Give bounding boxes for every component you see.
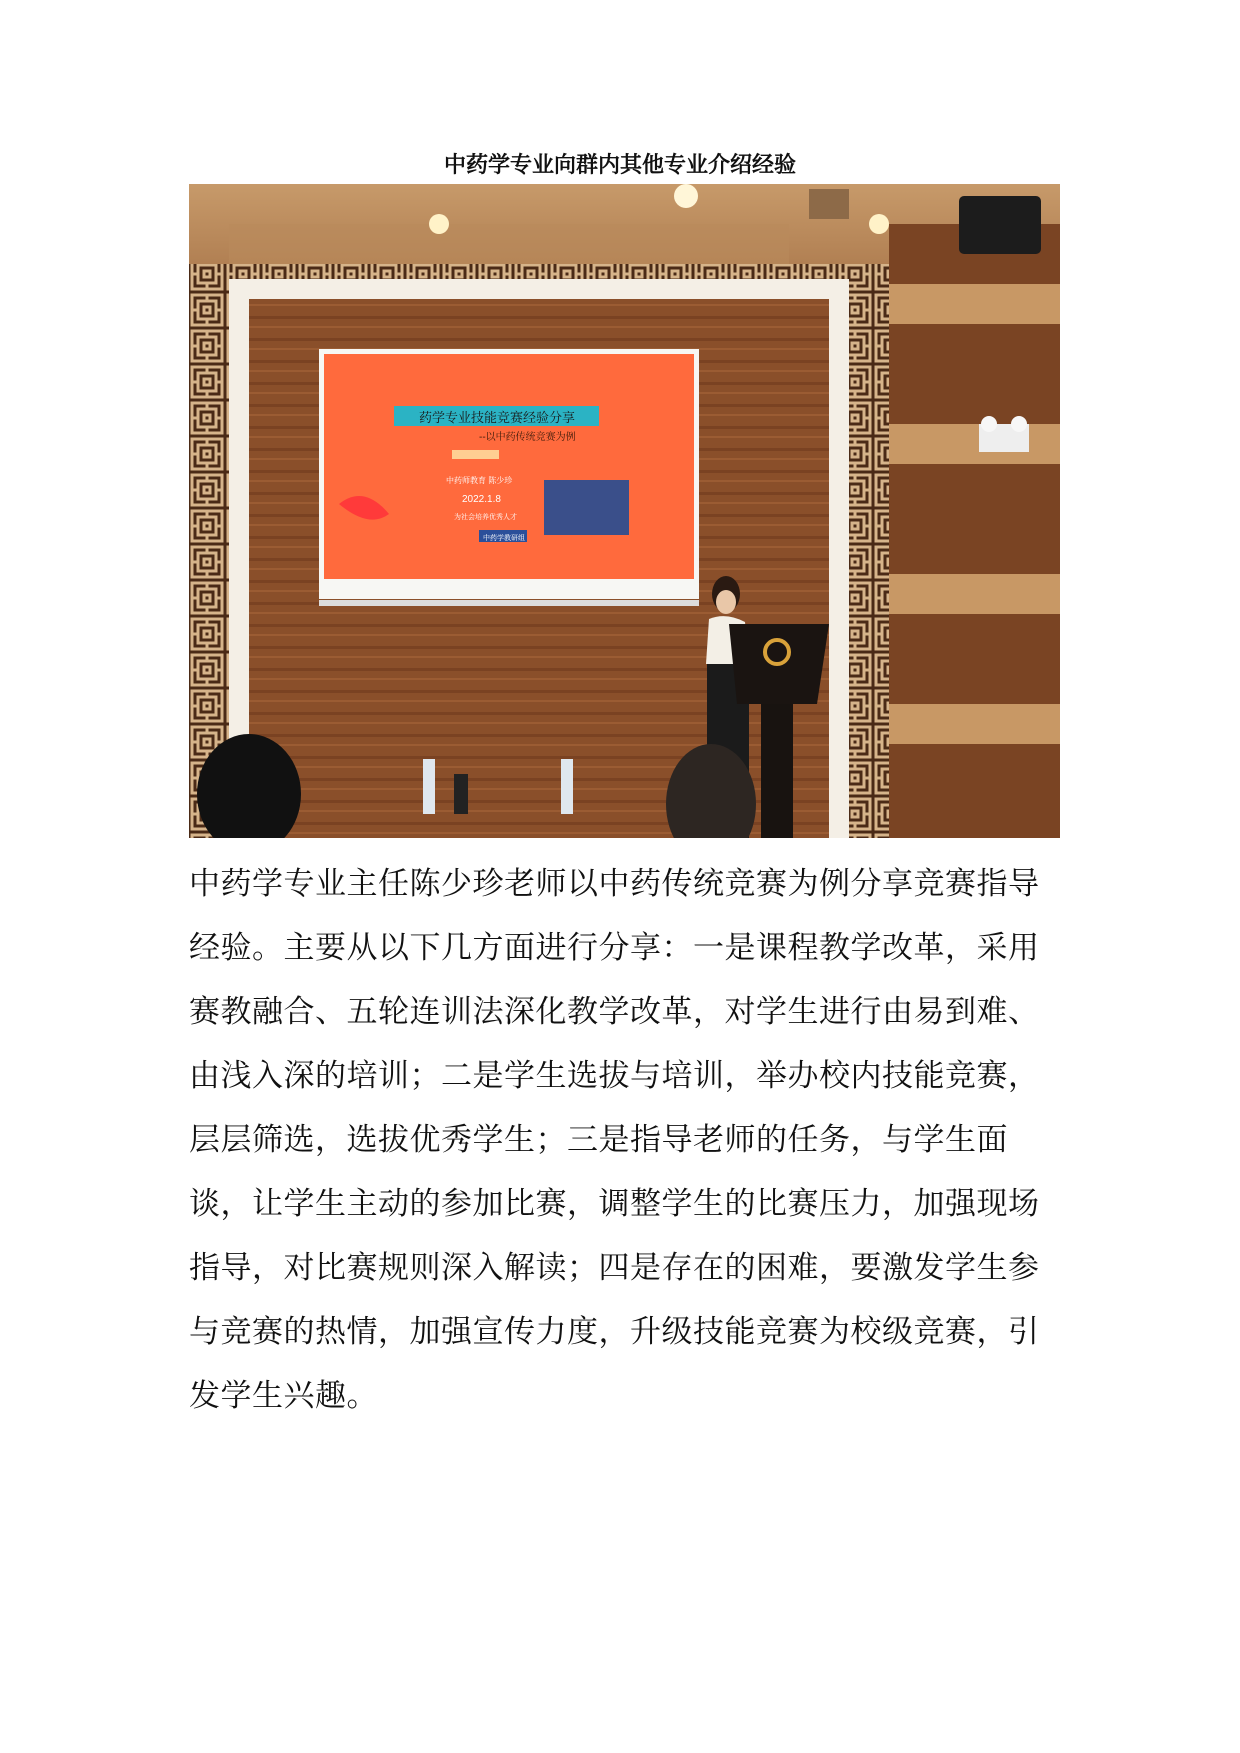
lecture-photo [189, 184, 1060, 838]
slide-date: 2022.1.8 [462, 494, 501, 505]
slide-motto: 为社会培养优秀人才 [454, 514, 517, 521]
slide-footer: 中药学教研组 [483, 535, 525, 542]
slide-presenter: 中药师教育 陈少珍 [446, 476, 513, 485]
slide-title: 药学专业技能竞赛经验分享 [419, 410, 576, 425]
article-body: 中药学专业主任陈少珍老师以中药传统竞赛为例分享竞赛指导经验。主要从以下几方面进行分享：一是课程教学改革，采用赛教融合、五轮连训法深化教学改革，对学生进行由易到难、由浅入深的培训；二是学生选拔与培训，举办校内技能竞赛，层层筛选，选拔优秀学生；三是指导老师的任务，与学生面谈，让学生主动的参加比赛，调整学生的比赛压力，加强现场指导，对比赛规则深入解读；四是存在的困难，要激发学生参与竞赛的热情，加强宣传力度，升级技能竞赛为校级竞赛，引发学生兴趣。 [189, 866, 1040, 1414]
page-title: 中药学专业向群内其他专业介绍经验 [443, 152, 796, 178]
slide-subtitle: --以中药传统竞赛为例 [479, 432, 576, 443]
